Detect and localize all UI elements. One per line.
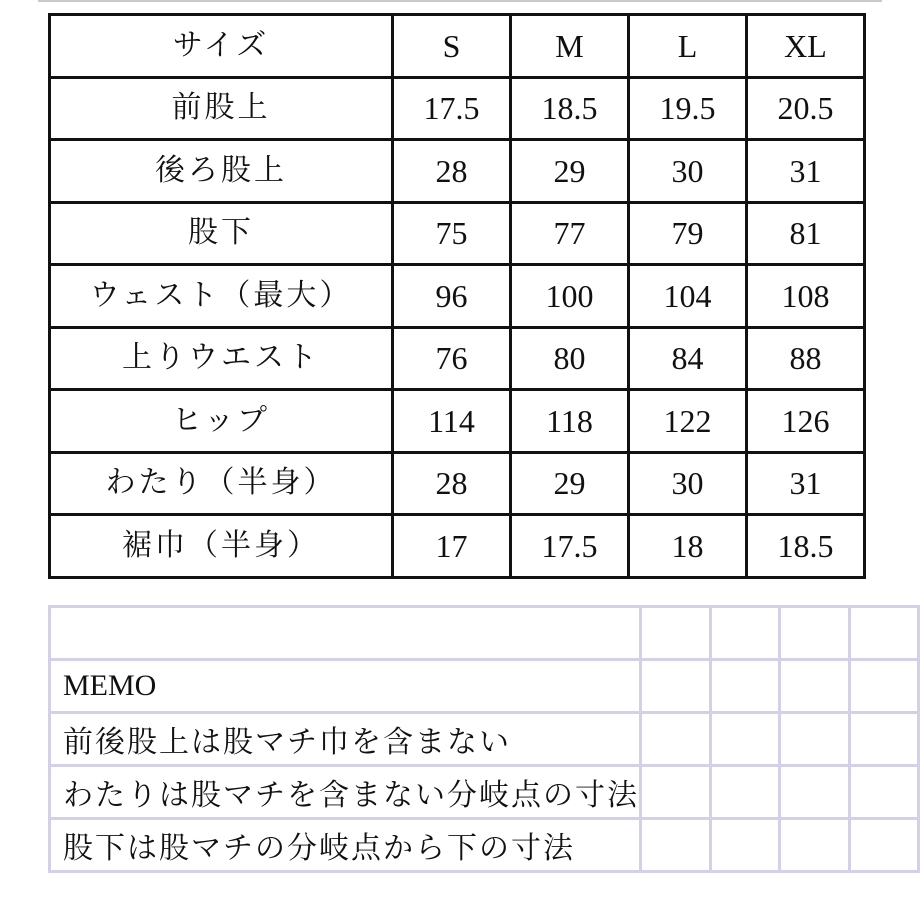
cell-value: 114 — [393, 390, 511, 453]
table-row — [50, 202, 865, 265]
grid-cell — [849, 607, 919, 660]
grid-cell — [849, 819, 919, 872]
memo-title-row — [50, 660, 919, 713]
table-row — [50, 390, 865, 453]
cell-value: 75 — [393, 202, 511, 265]
cell-value: 100 — [511, 265, 629, 328]
grid-cell — [780, 660, 850, 713]
size-header-label: サイズ — [50, 15, 393, 78]
grid-cell — [50, 607, 641, 660]
cell-value: 31 — [747, 140, 865, 203]
grid-cell — [849, 713, 919, 766]
row-label: 裾巾（半身） — [50, 515, 393, 578]
memo-spacer-row — [50, 607, 919, 660]
cell-value: 20.5 — [747, 77, 865, 140]
grid-cell — [849, 660, 919, 713]
cell-value: 104 — [629, 265, 747, 328]
row-label: ウェスト（最大） — [50, 265, 393, 328]
cell-value: 19.5 — [629, 77, 747, 140]
cell-value: 18 — [629, 515, 747, 578]
cell-value: 96 — [393, 265, 511, 328]
cell-value: 88 — [747, 327, 865, 390]
cell-value: 17.5 — [511, 515, 629, 578]
cell-value: 126 — [747, 390, 865, 453]
cell-value: 18.5 — [747, 515, 865, 578]
cell-value: 31 — [747, 452, 865, 515]
memo-line: わたりは股マチを含まない分岐点の寸法 — [50, 766, 641, 819]
grid-cell — [710, 660, 780, 713]
row-label: ヒップ — [50, 390, 393, 453]
cell-value: 17 — [393, 515, 511, 578]
cell-value: 29 — [511, 140, 629, 203]
cell-value: 17.5 — [393, 77, 511, 140]
row-label: 上りウエスト — [50, 327, 393, 390]
grid-cell — [780, 607, 850, 660]
grid-cell — [780, 766, 850, 819]
size-header-row — [50, 15, 865, 78]
grid-cell — [710, 713, 780, 766]
grid-cell — [780, 713, 850, 766]
cell-value: 28 — [393, 452, 511, 515]
grid-cell — [641, 766, 711, 819]
cell-value: 80 — [511, 327, 629, 390]
grid-cell — [641, 819, 711, 872]
cell-value: 18.5 — [511, 77, 629, 140]
cell-value: 28 — [393, 140, 511, 203]
table-row — [50, 327, 865, 390]
row-label: 後ろ股上 — [50, 140, 393, 203]
cell-value: 122 — [629, 390, 747, 453]
table-row — [50, 265, 865, 328]
cell-value: 30 — [629, 140, 747, 203]
row-label: 股下 — [50, 202, 393, 265]
grid-cell — [641, 607, 711, 660]
grid-cell — [849, 766, 919, 819]
grid-cell — [780, 819, 850, 872]
top-divider — [38, 0, 882, 2]
grid-cell — [641, 713, 711, 766]
size-header-xl: XL — [747, 15, 865, 78]
cell-value: 79 — [629, 202, 747, 265]
row-label: わたり（半身） — [50, 452, 393, 515]
size-header-l: L — [629, 15, 747, 78]
memo-line-row — [50, 713, 919, 766]
grid-cell — [710, 819, 780, 872]
table-row — [50, 77, 865, 140]
cell-value: 30 — [629, 452, 747, 515]
memo-line-row — [50, 766, 919, 819]
grid-cell — [641, 660, 711, 713]
cell-value: 108 — [747, 265, 865, 328]
size-header-s: S — [393, 15, 511, 78]
size-chart-table — [48, 13, 866, 579]
cell-value: 118 — [511, 390, 629, 453]
cell-value: 81 — [747, 202, 865, 265]
grid-cell — [710, 607, 780, 660]
table-row — [50, 140, 865, 203]
size-header-m: M — [511, 15, 629, 78]
memo-line: 前後股上は股マチ巾を含まない — [50, 713, 641, 766]
memo-title: MEMO — [50, 660, 641, 713]
memo-grid — [48, 605, 920, 873]
row-label: 前股上 — [50, 77, 393, 140]
grid-cell — [710, 766, 780, 819]
memo-line-row — [50, 819, 919, 872]
cell-value: 84 — [629, 327, 747, 390]
table-row — [50, 452, 865, 515]
table-row — [50, 515, 865, 578]
cell-value: 76 — [393, 327, 511, 390]
cell-value: 77 — [511, 202, 629, 265]
memo-line: 股下は股マチの分岐点から下の寸法 — [50, 819, 641, 872]
cell-value: 29 — [511, 452, 629, 515]
